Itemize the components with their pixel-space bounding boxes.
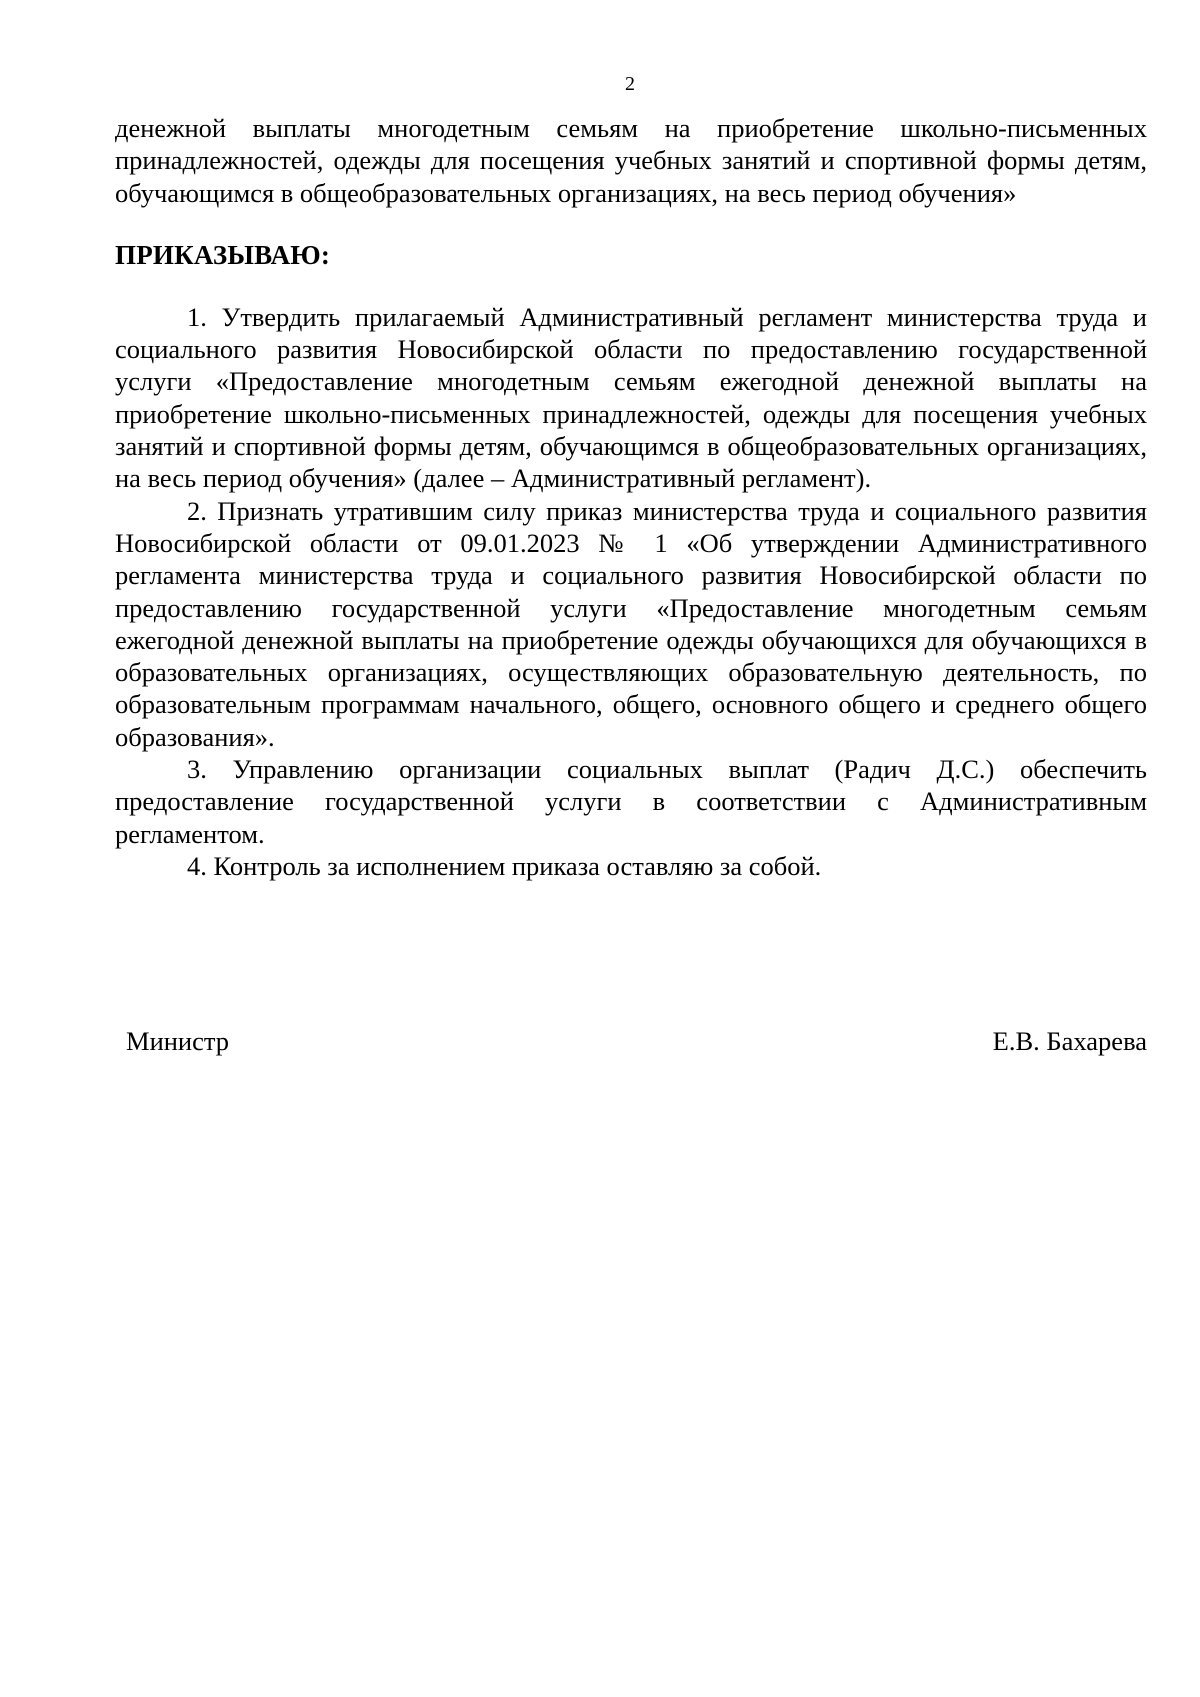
intro-paragraph: денежной выплаты многодетным семьям на приобретение школьно-письменных принадлежностей, одежды для посещения учебных занятий и спортивной формы детям, обучающимся в общеобразовательных организациях, на весь период обучения» — [115, 113, 1147, 208]
signatory-name: Е.В. Бахарева — [992, 1026, 1147, 1056]
order-item-2: 2. Признать утратившим силу приказ министерства труда и социального развития Новосибирской области от 09.01.2023 № 1 «Об утверждении Административного регламента министерства труда и социального развития Новосибирской области по предоставлению государственной услуги «Предоставление многодетным семьям ежегодной денежной выплаты на приобретение одежды обучающихся для обучающихся в образовательных организациях, осуществляющих образовательную деятельность, по образовательным программам начального, общего, основного общего и среднего общего образования». — [115, 495, 1147, 752]
signatory-position: Министр — [126, 1026, 230, 1056]
order-item-3: 3. Управлению организации социальных выплат (Радич Д.С.) обеспечить предоставление государственной услуги в соответствии с Административным регламентом. — [115, 754, 1147, 849]
order-item-1: 1. Утвердить прилагаемый Административный регламент министерства труда и социального развития Новосибирской области по предоставлению государственной услуги «Предоставление многодетным семьям ежегодной денежной выплаты на приобретение школьно-письменных принадлежностей, одежды для посещения учебных занятий и спортивной формы детям, обучающимся в общеобразовательных организациях, на весь период обучения» (далее – Административный регламент). — [115, 301, 1147, 494]
document-body — [115, 112, 1147, 882]
page-number: 2 — [625, 73, 635, 95]
order-heading: ПРИКАЗЫВАЮ: — [115, 239, 331, 270]
signature-block — [126, 1025, 1147, 1057]
order-item-4: 4. Контроль за исполнением приказа оставляю за собой. — [187, 850, 822, 881]
